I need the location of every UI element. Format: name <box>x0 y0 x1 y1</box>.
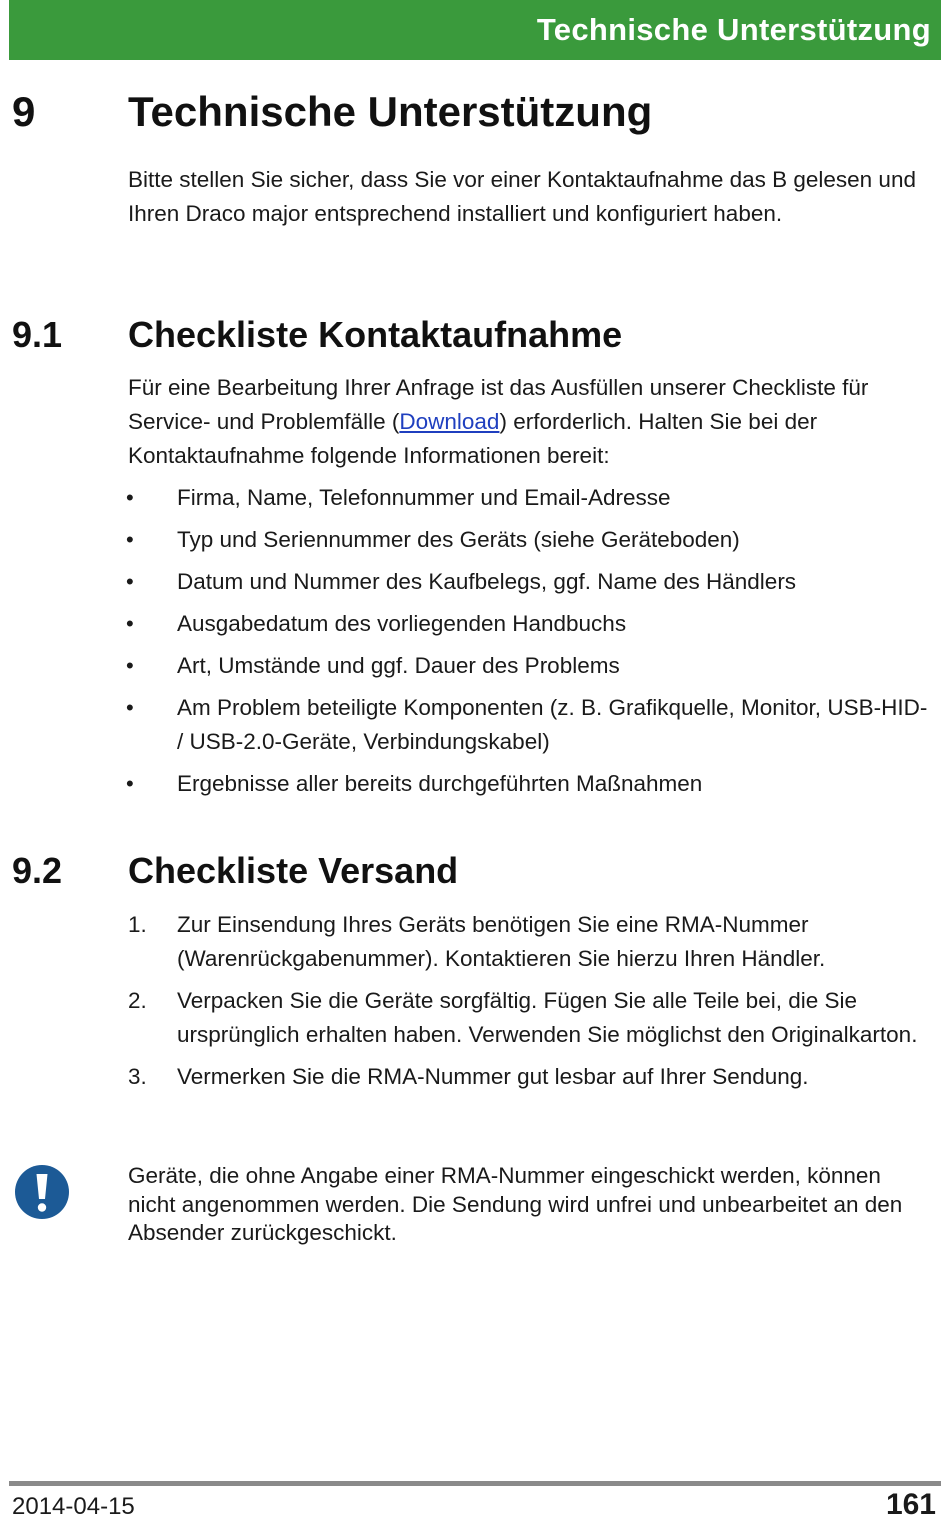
page-number: 161 <box>885 1488 936 1521</box>
checklist-item-text: Ausgabedatum des vorliegenden Handbuchs <box>177 611 627 636</box>
section-9-number: 9 <box>12 88 36 135</box>
checklist-item <box>128 767 928 801</box>
download-link[interactable]: Download <box>399 409 500 434</box>
shipping-steps <box>128 908 928 1102</box>
checklist-item-text: Ergebnisse aller bereits durchgeführten Maßnahmen <box>177 771 703 796</box>
checklist-item <box>128 691 928 759</box>
checklist-item <box>128 523 928 557</box>
section-9-2-title: Checkliste Versand <box>128 850 459 891</box>
step-number: 2. <box>128 988 147 1013</box>
bullet-marker: • <box>126 611 134 636</box>
checklist-item-text: Datum und Nummer des Kaufbelegs, ggf. Name des Händlers <box>177 569 797 594</box>
section-9-1-intro <box>128 371 928 473</box>
section-9-1-number: 9.1 <box>12 314 63 355</box>
bullet-marker: • <box>126 653 134 678</box>
checklist-item <box>128 649 928 683</box>
shipping-step <box>128 908 928 976</box>
section-9-2-number: 9.2 <box>12 850 63 891</box>
intro-text-before-link: Für eine Bearbeitung Ihrer Anfrage ist das Ausfüllen unserer Checkliste für Service- und Problemfälle ( <box>128 375 869 434</box>
checklist-item-text: Firma, Name, Telefonnummer und Email-Adresse <box>177 485 671 510</box>
footer-divider <box>9 1481 941 1486</box>
checklist-item-text: Typ und Seriennummer des Geräts (siehe Geräteboden) <box>177 527 740 552</box>
bullet-marker: • <box>126 485 134 510</box>
checklist-item <box>128 481 928 515</box>
checklist-item-text: Am Problem beteiligte Komponenten (z. B. Grafikquelle, Monitor, USB-HID- / USB-2.0-Geräte, Verbindungskabel) <box>177 695 928 754</box>
bullet-marker: • <box>126 695 134 720</box>
checklist-item <box>128 607 928 641</box>
running-header-bar <box>9 0 941 60</box>
step-text: Vermerken Sie die RMA-Nummer gut lesbar auf Ihrer Sendung. <box>177 1064 809 1089</box>
footer-date: 2014-04-15 <box>12 1493 135 1520</box>
bullet-marker: • <box>126 527 134 552</box>
section-9-1-title: Checkliste Kontaktaufnahme <box>128 314 623 355</box>
shipping-step <box>128 984 928 1052</box>
intro-text-after-link: ) erforderlich. Halten Sie bei der Kontaktaufnahme folgende Informationen bereit: <box>128 409 818 468</box>
shipping-step <box>128 1060 928 1094</box>
section-9-intro: Bitte stellen Sie sicher, dass Sie vor einer Kontaktaufnahme das B gelesen und Ihren Draco major entsprechend installiert und konfiguriert haben. <box>128 167 916 226</box>
contact-checklist <box>128 481 928 809</box>
section-9-title: Technische Unterstützung <box>128 88 653 135</box>
step-number: 3. <box>128 1064 147 1089</box>
checklist-item <box>128 565 928 599</box>
step-number: 1. <box>128 912 147 937</box>
rma-warning-note: Geräte, die ohne Angabe einer RMA-Nummer eingeschickt werden, können nicht angenommen werden. Die Sendung wird unfrei und unbearbeitet an den Absender zurückgeschickt. <box>128 1163 903 1245</box>
bullet-marker: • <box>126 569 134 594</box>
bullet-marker: • <box>126 771 134 796</box>
running-header-title: Technische Unterstützung <box>536 12 931 47</box>
checklist-item-text: Art, Umstände und ggf. Dauer des Problems <box>177 653 620 678</box>
step-text: Zur Einsendung Ihres Geräts benötigen Sie eine RMA-Nummer (Warenrückgabenummer). Kontaktieren Sie hierzu Ihren Händler. <box>177 912 826 971</box>
exclamation-icon <box>14 1164 70 1220</box>
step-text: Verpacken Sie die Geräte sorgfältig. Fügen Sie alle Teile bei, die Sie ursprünglich erhalten haben. Verwenden Sie möglichst den Originalkarton. <box>177 988 918 1047</box>
